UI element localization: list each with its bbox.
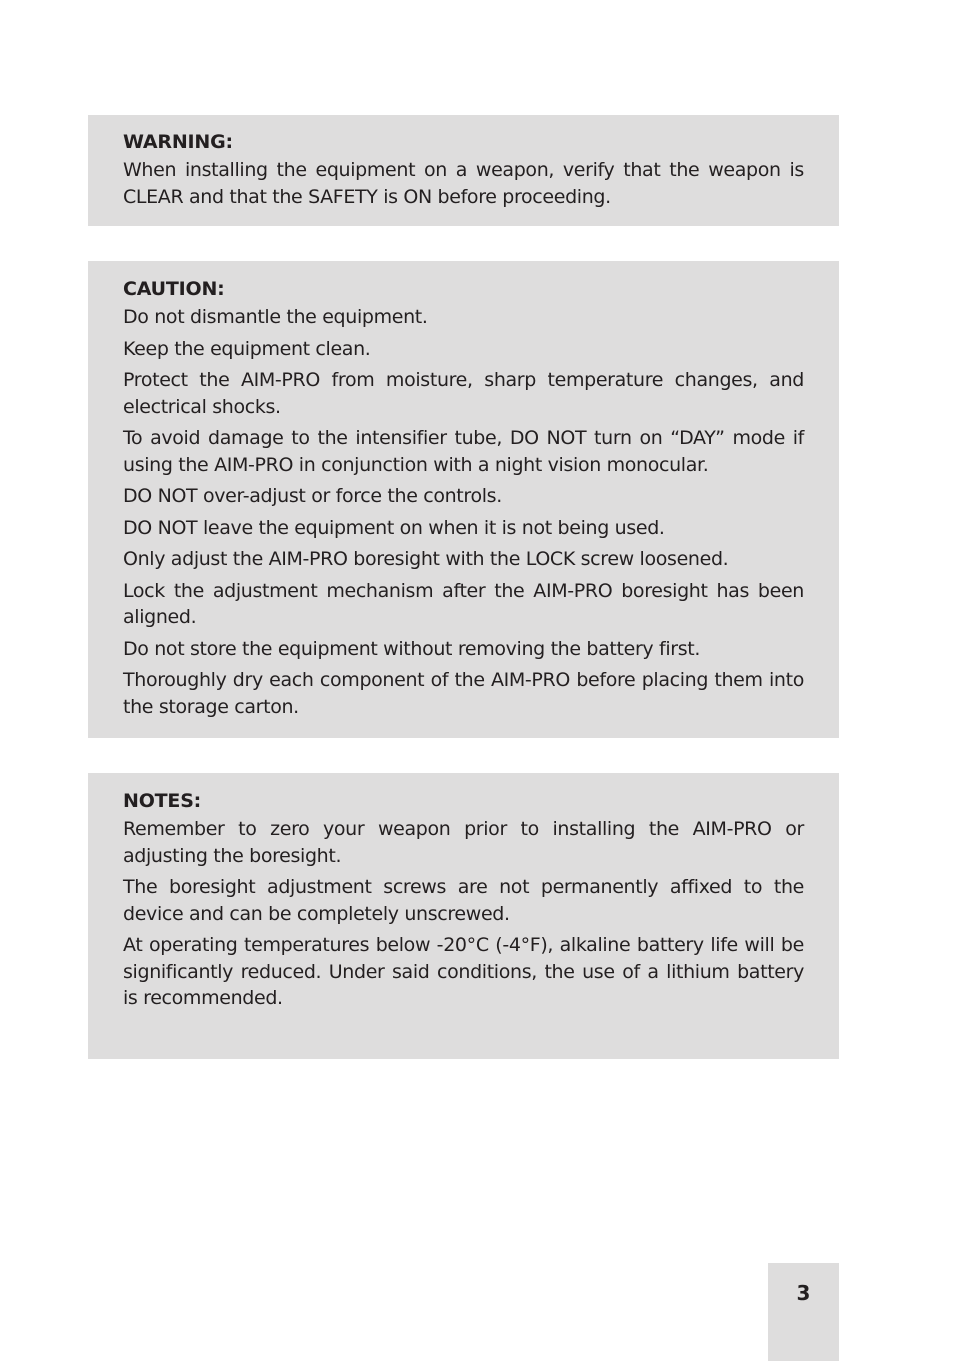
notes-paragraph: At operating temperatures below -20°C (-4°F), alkaline battery life will be significantly reduced. Under said conditions, the use of a lithium battery is recommended. (123, 934, 804, 1009)
page-number: 3 (796, 1281, 811, 1305)
caution-box (88, 261, 839, 738)
caution-paragraph: Do not dismantle the equipment. (123, 306, 428, 328)
caution-paragraph: Thoroughly dry each component of the AIM-PRO before placing them into the storage carton. (123, 669, 804, 718)
page-number-tab (768, 1263, 839, 1361)
caution-paragraph: Do not store the equipment without removing the battery first. (123, 637, 701, 660)
notes-title: NOTES: (123, 790, 202, 812)
caution-paragraph: Keep the equipment clean. (123, 337, 371, 360)
caution-paragraph: Lock the adjustment mechanism after the AIM-PRO boresight has been aligned. (123, 579, 804, 628)
notes-box (88, 773, 839, 1059)
caution-paragraph: Only adjust the AIM-PRO boresight with the LOCK screw loosened. (123, 548, 729, 570)
warning-title: WARNING: (123, 131, 233, 153)
notes-paragraph: The boresight adjustment screws are not permanently affixed to the device and can be completely unscrewed. (123, 876, 804, 925)
caution-paragraph: DO NOT over-adjust or force the controls. (123, 485, 502, 507)
warning-box (88, 115, 839, 226)
warning-paragraph: When installing the equipment on a weapon, verify that the weapon is CLEAR and that the SAFETY is ON before proceeding. (123, 159, 804, 208)
caution-paragraph: DO NOT leave the equipment on when it is not being used. (123, 516, 665, 539)
caution-paragraph: To avoid damage to the intensifier tube, DO NOT turn on “DAY” mode if using the AIM-PRO in conjunction with a night vision monocular. (123, 427, 804, 476)
caution-paragraph: Protect the AIM-PRO from moisture, sharp temperature changes, and electrical shocks. (123, 369, 804, 418)
caution-title: CAUTION: (123, 278, 225, 300)
notes-paragraph: Remember to zero your weapon prior to installing the AIM-PRO or adjusting the boresight. (123, 818, 804, 867)
